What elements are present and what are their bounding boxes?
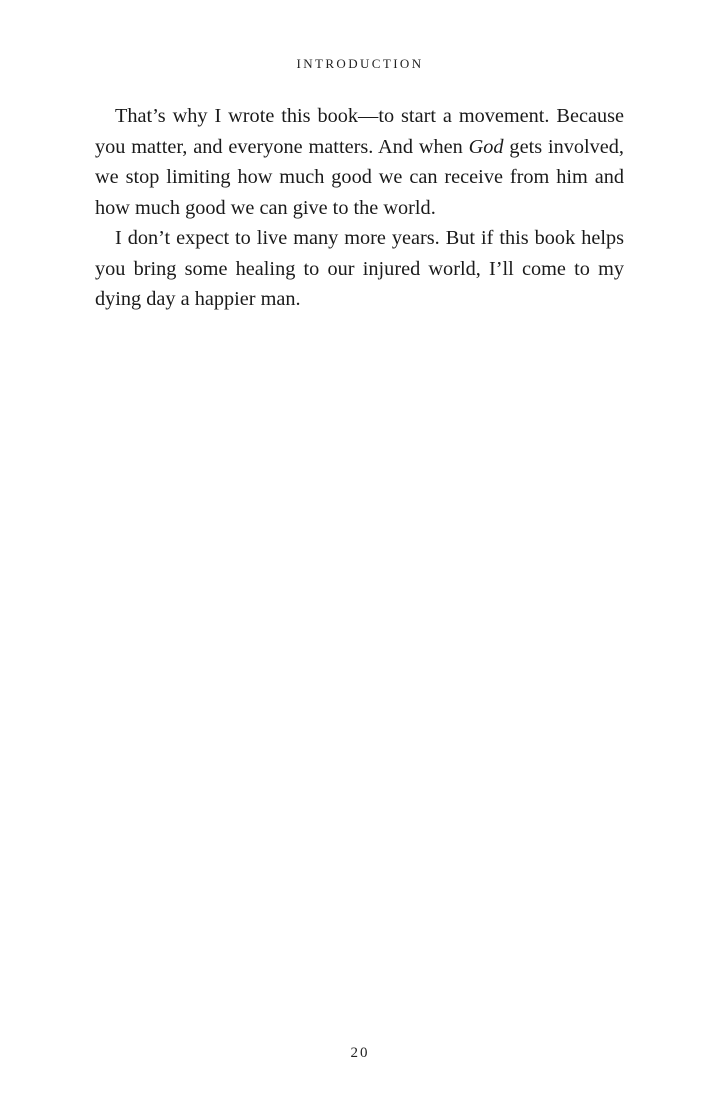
paragraph-1 (95, 101, 624, 223)
body-text (95, 101, 624, 315)
paragraph-2: I don’t expect to live many more years. But if this book helps you bring some healing to our injured world, I’ll come to my dying day a happier man. (95, 227, 624, 310)
running-head: INTRODUCTION (296, 56, 424, 71)
page-number: 20 (350, 1045, 370, 1061)
paragraph-1-text-start: That’s why I wrote this book—to start a movement. Because you matter, and everyone matters. And when (95, 105, 624, 158)
paragraph-1-italic-word: God (468, 135, 504, 158)
paragraph-1-text-end: gets involved, we stop limiting how much good we can receive from him and how much good we can give to the world. (95, 135, 624, 219)
